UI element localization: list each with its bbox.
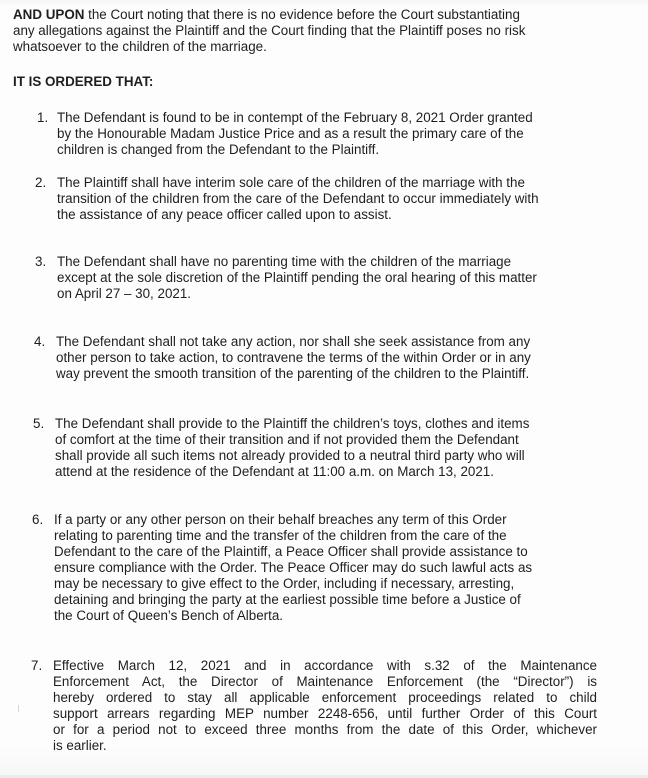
- order-number: 5.: [33, 416, 45, 431]
- order-line: ensure compliance with the Order. The Peace Officer may do such lawful acts as: [54, 560, 533, 575]
- order-item-1: [37, 110, 533, 158]
- preamble-paragraph: [13, 7, 525, 55]
- order-line: Enforcement Act, the Director of Maintenance Enforcement (the “Director”) is: [53, 674, 597, 689]
- order-line: of comfort at the time of their transition and if not provided them the Defendant: [55, 432, 519, 447]
- order-line: Defendant to the care of the Plaintiff, a Peace Officer shall provide assistance to: [54, 544, 528, 559]
- order-line: the Court of Queen’s Bench of Alberta.: [54, 608, 284, 623]
- order-line: way prevent the smooth transition of the parenting of the children to the Plaintiff.: [56, 366, 530, 381]
- order-line: detaining and bringing the party at the earliest possible time before a Justice of: [54, 592, 521, 607]
- order-line: except at the sole discretion of the Plaintiff pending the oral hearing of this matter: [57, 270, 537, 285]
- order-number: 3.: [35, 254, 47, 269]
- order-line: shall provide all such items not already provided to a neutral third party who will: [55, 448, 525, 463]
- order-line: Effective March 12, 2021 and in accordance with s.32 of the Maintenance: [53, 658, 597, 673]
- preamble-line: AND UPON the Court noting that there is no evidence before the Court substantiating: [13, 7, 520, 22]
- order-item-3: [35, 254, 537, 302]
- order-line: on April 27 – 30, 2021.: [57, 286, 192, 301]
- order-line: or for a period not to exceed three months from the date of this Order, whichever: [53, 722, 597, 737]
- order-line: The Defendant is found to be in contempt of the February 8, 2021 Order granted: [57, 110, 533, 125]
- order-line: hereby ordered to stay all applicable enforcement proceedings related to child: [53, 690, 597, 705]
- order-line: children is changed from the Defendant to the Plaintiff.: [57, 142, 380, 157]
- order-line: support arrears regarding MEP number 2248-656, until further Order of this Court: [53, 706, 597, 721]
- order-line: other person to take action, to contravene the terms of the within Order or in any: [56, 350, 531, 365]
- order-line: The Defendant shall provide to the Plaintiff the children’s toys, clothes and items: [55, 416, 530, 431]
- order-number: 6.: [32, 512, 44, 527]
- order-item-7: [31, 658, 597, 754]
- preamble-line: whatsoever to the children of the marriage.: [13, 39, 267, 54]
- order-line: may be necessary to give effect to the Order, including if necessary, arresting,: [54, 576, 515, 591]
- order-number: 2.: [35, 175, 47, 190]
- order-number: 7.: [31, 658, 43, 673]
- order-item-2: [35, 175, 539, 223]
- order-line: If a party or any other person on their behalf breaches any term of this Order: [54, 512, 507, 527]
- order-line: by the Honourable Madam Justice Price and as a result the primary care of the: [57, 126, 524, 141]
- order-line: relating to parenting time and the transfer of the children from the care of the: [54, 528, 507, 543]
- order-line: The Plaintiff shall have interim sole care of the children of the marriage with the: [57, 175, 525, 190]
- order-line: transition of the children from the care of the Defendant to occur immediately with: [57, 191, 539, 206]
- preamble-lead: AND UPON: [13, 7, 85, 22]
- order-number: 4.: [34, 334, 46, 349]
- order-line: is earlier.: [53, 738, 107, 753]
- ordered-heading: IT IS ORDERED THAT:: [13, 74, 154, 89]
- order-number: 1.: [37, 110, 49, 125]
- order-line: The Defendant shall not take any action, nor shall she seek assistance from any: [56, 334, 531, 349]
- order-line: attend at the residence of the Defendant at 11:00 a.m. on March 13, 2021.: [55, 464, 494, 479]
- order-item-6: [32, 512, 532, 624]
- preamble-line: any allegations against the Plaintiff and the Court finding that the Plaintiff poses no risk: [13, 23, 526, 38]
- order-item-4: [34, 334, 531, 382]
- scan-mark: [18, 705, 19, 712]
- order-line: the assistance of any peace officer called upon to assist.: [57, 207, 392, 222]
- order-item-5: [33, 416, 529, 480]
- order-line: The Defendant shall have no parenting time with the children of the marriage: [57, 254, 512, 269]
